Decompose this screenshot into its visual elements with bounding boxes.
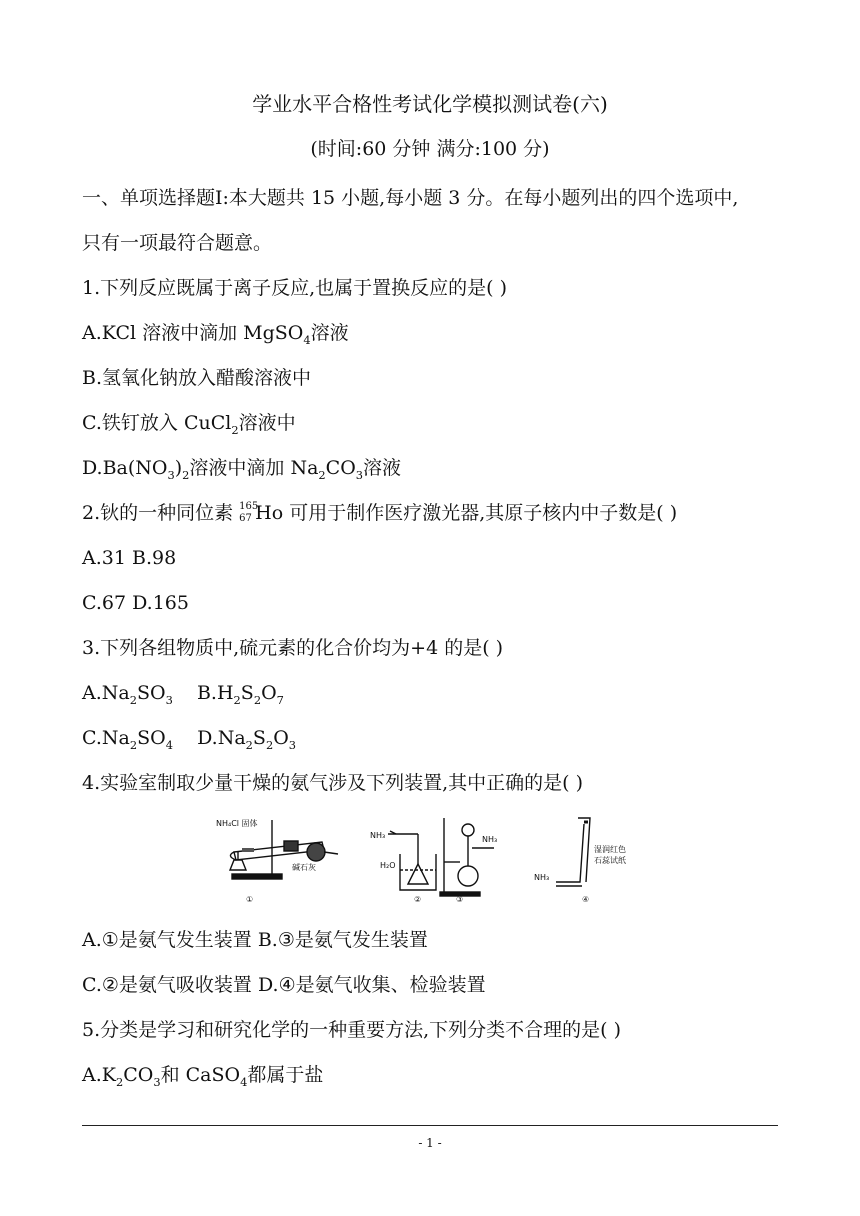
label-soda-lime: 碱石灰 [292,863,316,872]
question-4-stem: 4.实验室制取少量干燥的氨气涉及下列装置,其中正确的是( ) [82,772,584,794]
isotope-notation: 165 67 [239,501,259,524]
label-test-paper-1: 湿润红色 [594,845,626,854]
apparatus-3 [440,818,494,896]
figure-number-3: ③ [456,895,464,904]
question-5-stem: 5.分类是学习和研究化学的一种重要方法,下列分类不合理的是( ) [82,1019,622,1041]
question-4-options-cd: C.②是氨气吸收装置 D.④是氨气收集、检验装置 [82,974,486,996]
apparatus-4 [556,818,590,886]
exam-subtitle: (时间:60 分钟 满分:100 分) [310,138,550,160]
exam-title: 学业水平合格性考试化学模拟测试卷(六) [252,92,608,116]
label-test-paper-2: 石蕊试纸 [594,856,626,865]
question-3-stem: 3.下列各组物质中,硫元素的化合价均为+4 的是( ) [82,637,504,659]
label-nh3-outlet: NH₃ [482,835,498,844]
figure-number-2: ② [414,895,422,904]
label-nh3-inlet: NH₃ [370,831,386,840]
figure-number-1: ① [246,895,254,904]
question-5-option-a: $A.K_2CO_3$和 CaSO$_4$都属于盐 [82,1064,324,1089]
question-3-options-cd: $C.Na_2SO_4$ $D.Na_2S_2O_3$ [82,727,297,752]
label-nh3-left: NH₃ [534,873,550,882]
question-1-option-b: B.氢氧化钠放入醋酸溶液中 [82,367,312,389]
label-nh4cl: NH₄Cl 固体 [216,819,258,828]
figure-number-4: ④ [582,895,590,904]
question-1-stem: 1.下列反应既属于离子反应,也属于置换反应的是( ) [82,277,508,299]
label-water: H₂O [380,861,396,870]
footer-divider [82,1125,778,1126]
question-1-option-c: C.铁钉放入 CuCl$_2$溶液中 [82,412,296,437]
apparatus-1 [230,820,338,879]
question-4-options-ab: A.①是氨气发生装置 B.③是氨气发生装置 [82,929,428,951]
apparatus-figure [212,812,632,907]
question-2-stem: 2.钬的一种同位素 165 67 Ho 可用于制作医疗激光器,其原子核内中子数是( ) [82,501,678,524]
question-1-option-a: A.KCl 溶液中滴加 MgSO$_4$溶液 [82,322,349,347]
question-3-options-ab: $A.Na_2SO_3$ $B.H_2S_2O_7$ [82,682,284,707]
question-2-options-cd: C.67 D.165 [82,592,189,614]
question-1-option-d: $D.Ba(NO_3)_2$溶液中滴加 $Na_2CO_3$溶液 [82,457,402,482]
section-instructions-line1: 一、单项选择题Ⅰ:本大题共 15 小题,每小题 3 分。在每小题列出的四个选项中, [82,187,739,209]
page-number: - 1 - [418,1136,442,1150]
question-2-options-ab: A.31 B.98 [82,547,177,569]
section-instructions-line2: 只有一项最符合题意。 [82,232,273,254]
